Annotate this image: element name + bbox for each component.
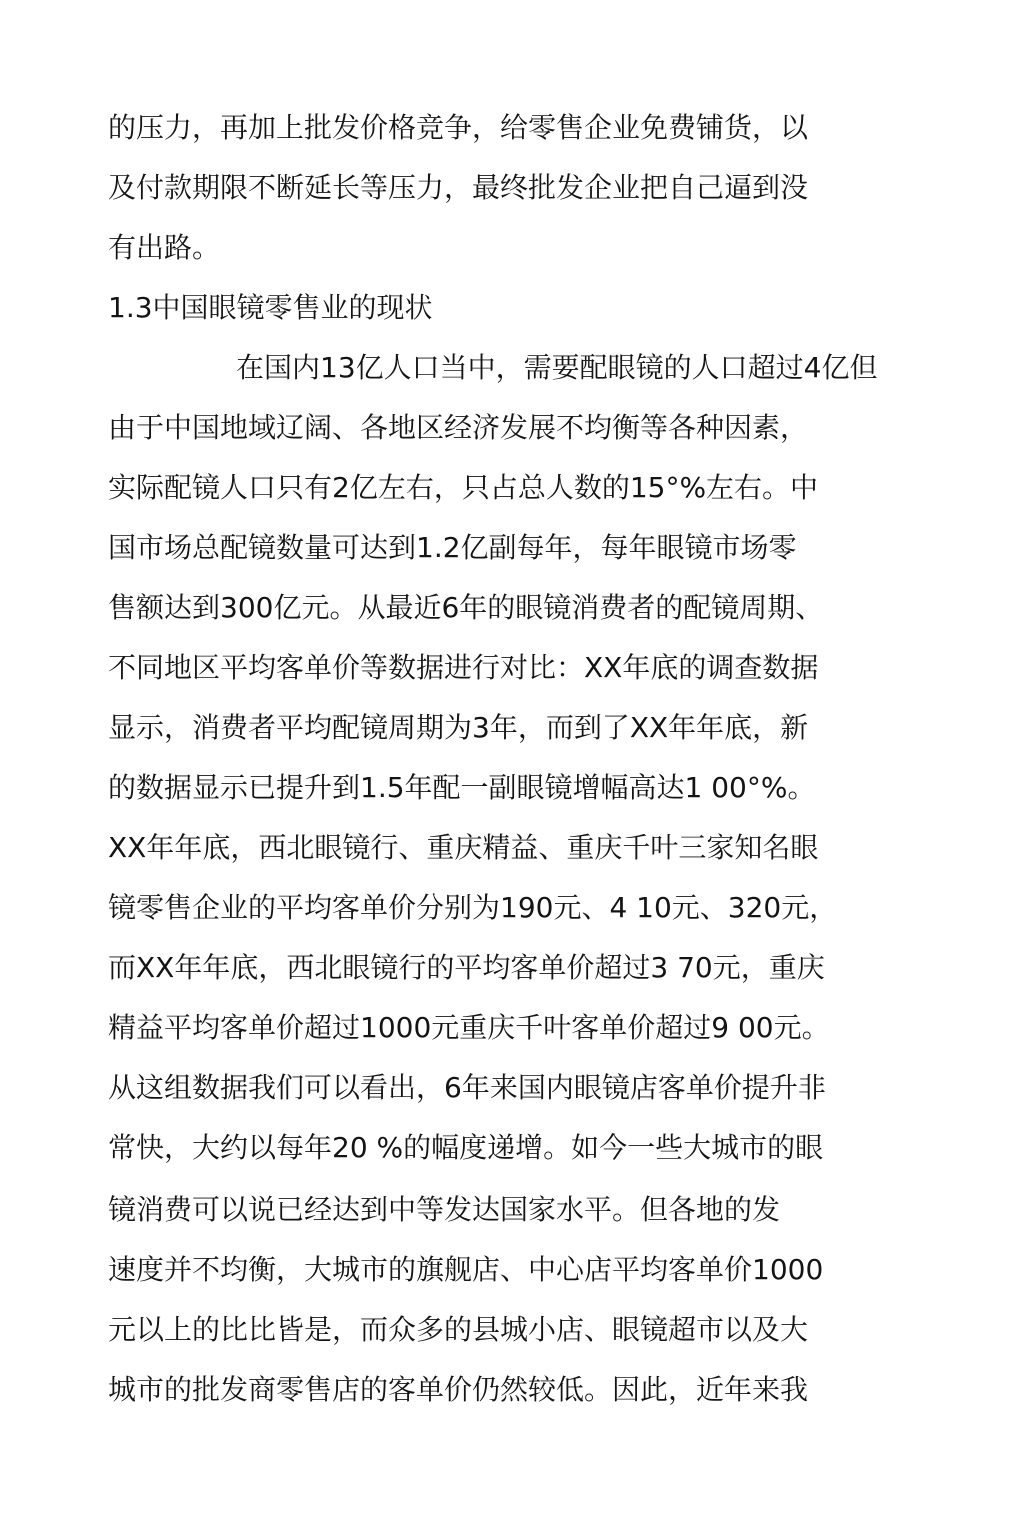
text-line-22: 城市的批发商零售店的客单价仍然较低。因此，近年来我: [108, 1373, 809, 1406]
text-line-12: 的数据显示已提升到1.5年配一副眼镜增幅高达1 00°%。: [108, 771, 816, 804]
text-line-18: 常快，大约以每年20 %的幅度递增。如今一些大城市的眼: [108, 1131, 824, 1164]
text-line-10: 不同地区平均客单价等数据进行对比：XX年底的调查数据: [108, 651, 819, 684]
text-line-15: 而XX年年底，西北眼镜行的平均客单价超过3 70元，重庆: [108, 951, 825, 984]
text-line-21: 元以上的比比皆是，而众多的县城小店、眼镜超市以及大: [108, 1313, 809, 1346]
text-line-11: 显示，消费者平均配镜周期为3年，而到了XX年年底，新: [108, 711, 809, 744]
text-line-13: XX年年底，西北眼镜行、重庆精益、重庆千叶三家知名眼: [108, 831, 819, 864]
text-line-5: 在国内13亿人口当中，需要配眼镜的人口超过4亿但: [236, 351, 878, 384]
text-line-7: 实际配镜人口只有2亿左右，只占总人数的15°%左右。中: [108, 471, 819, 504]
text-line-17: 从这组数据我们可以看出，6年来国内眼镜店客单价提升非: [108, 1071, 826, 1104]
text-line-19: 镜消费可以说已经达到中等发达国家水平。但各地的发: [108, 1193, 781, 1226]
text-line-9: 售额达到300亿元。从最近6年的眼镜消费者的配镜周期、: [108, 591, 824, 624]
text-line-14: 镜零售企业的平均客单价分别为190元、4 10元、320元，: [108, 891, 838, 924]
text-line-8: 国市场总配镜数量可达到1.2亿副每年，每年眼镜市场零: [108, 531, 797, 564]
text-line-16: 精益平均客单价超过1000元重庆千叶客单价超过9 00元。: [108, 1011, 830, 1044]
section-heading: 1.3中国眼镜零售业的现状: [108, 291, 433, 324]
text-line-20: 速度并不均衡，大城市的旗舰店、中心店平均客单价1000: [108, 1253, 824, 1286]
text-line-3: 有出路。: [108, 231, 221, 264]
text-line-6: 由于中国地域辽阔、各地区经济发展不均衡等各种因素，: [108, 411, 809, 444]
text-line-2: 及付款期限不断延长等压力，最终批发企业把自己逼到没: [108, 171, 809, 204]
text-line-1: 的压力，再加上批发价格竞争，给零售企业免费铺货，以: [108, 111, 809, 144]
